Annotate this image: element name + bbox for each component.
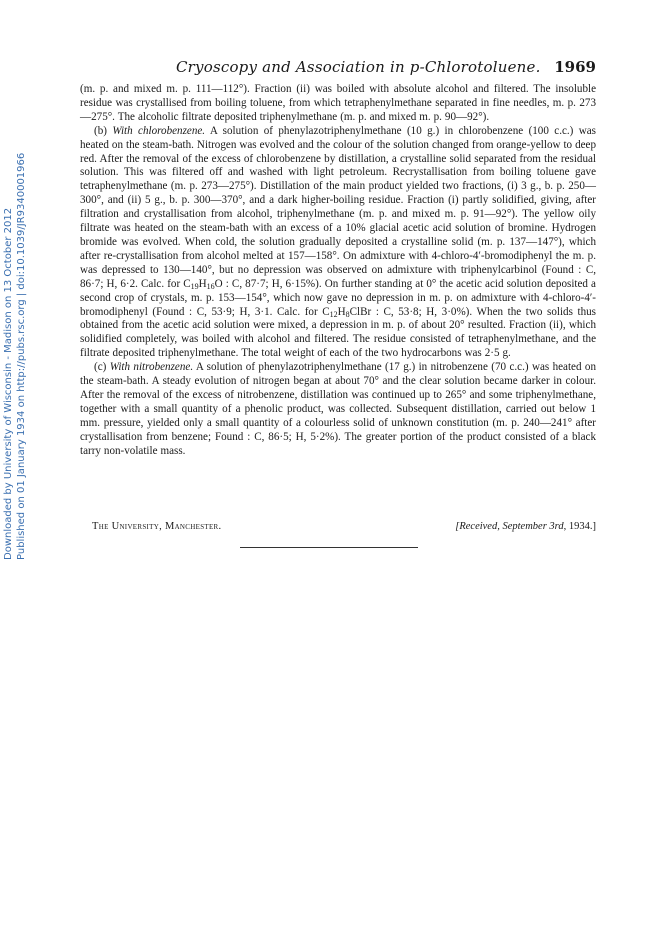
received-date (455, 521, 596, 532)
paragraph-text: A solution of phenylazotriphenylmethane (10 g.) in chlorobenzene (100 c.c.) was heated on the steam-bath. Nitrogen was evolved and the colour of the solution changed from orange-yellow to deep red. After the removal of the excess of chlorobenzene by distillation, a crystalline solid separated from the residual solution. This was filtered off and washed with light petroleum. Recrystallisation from boiling toluene gave tetraphenylmethane (m. p. 273—275°). Distillation of the main product yielded two fractions, (i) 3 g., b. p. 250—300°, and (ii) 5 g., b. p. 300—370°, and a dark higher-boiling residue. Fraction (i) partly solidified, giving, after filtration and crystallisation from alcohol, triphenylmethane (m. p. and mixed m. p. 91—92°). The yellow oily filtrate was heated on the steam-bath with an excess of a 10% glacial acetic acid solution of bromine. Hydrogen bromide was evolved. When cold, the solution gradually deposited a crystalline solid (m. p. 137—147°), which after re-crystallisation from alcohol melted at 157—158°. On admixture with 4-chloro-4′-bromodiphenyl the m. p. was depressed to 130—140°, but no depression was observed on admixture with triphenylcarbinol (Found : C, 86·7; H, 6·2. Calc. for C (80, 124, 597, 290)
formula-element: H (198, 277, 207, 290)
paragraph-text: A solution of phenylazotriphenylmethane (17 g.) in nitrobenzene (70 c.c.) was heated on the steam-bath. A steady evolution of nitrogen began at about 70° and the clear solution became darker in colour. After the removal of the excess of nitrobenzene, distillation was continued up to 265° and some triphenylmethane, together with a small quantity of a phenolic product, was collected. Subsequent distillation, carried out below 1 mm. pressure, yielded only a small quantity of a colourless solid of unknown constitution (m. p. 240—241° after crystallisation from benzene; Found : C, 86·5; H, 5·2%). The greater portion of the product consisted of a black tarry non-volatile mass. (80, 361, 597, 457)
section-heading-chlorobenzene: With chlorobenzene. (112, 124, 206, 137)
received-day: September 3rd (502, 521, 564, 532)
paragraph-nitrobenzene (80, 361, 596, 458)
received-year: , 1934.] (563, 521, 596, 532)
affiliation: The University, Manchester. (92, 521, 222, 532)
formula-subscript: 16 (206, 281, 215, 291)
paragraph-text: When the two solids thus obtained from the acetic acid solution were mixed, a depression in m. p. of about 20° resulted. Fraction (ii), which solidified completely, was boiled with alcohol and filtered. The residue consisted of tetraphenylmethane, and the filtrate deposited triphenylmethane. The total weight of each of the two hydrocarbons was 2·5 g. (80, 305, 596, 360)
received-label: [Received, (455, 521, 503, 532)
formula-subscript: 19 (190, 281, 199, 291)
article-body (80, 83, 596, 458)
section-heading-nitrobenzene: With nitrobenzene. (109, 361, 194, 374)
article-footer (92, 521, 596, 535)
paragraph-text: ClBr : C, 53·8; H, 3·0%). (349, 305, 473, 318)
running-title: Cryoscopy and Association in p-Chlorotoluene. (176, 58, 541, 76)
end-rule (240, 547, 418, 548)
paragraph-continuation: (m. p. and mixed m. p. 111—112°). Fraction (ii) was boiled with absolute alcohol and filtered. The insoluble residue was crystallised from boiling toluene, from which tetraphenylmethane separated in fine needles, m. p. 273—275°. The alcoholic filtrate deposited triphenylmethane (m. p. and mixed m. p. 90—92°). (80, 83, 596, 123)
formula-subscript: 12 (329, 309, 338, 319)
page-number: 1969 (554, 58, 596, 76)
paragraph-text: O : C, 87·7; H, 6·15%). (214, 277, 322, 290)
watermark-doi-line: Published on 01 January 1934 on http://pubs.rsc.org | doi:10.1039/JR9340001966 (16, 152, 27, 560)
paragraph-text: On further standing at 0° the acetic acid solution deposited a second crop of crystals, m. p. 153—154°, which now gave no depression in m. p. on admixture with 4-chloro-4′-bromodiphenyl (Found : C, 53·9; H, 3·1. Calc. for C (80, 277, 596, 318)
watermark-download-line: Downloaded by University of Wisconsin - Madison on 13 October 2012 (3, 207, 14, 560)
section-label-b: (b) (94, 124, 113, 137)
paragraph-chlorobenzene (80, 125, 596, 361)
download-watermark (0, 0, 30, 560)
running-header (80, 58, 596, 78)
formula-subscript: 8 (345, 309, 350, 319)
section-label-c: (c) (94, 361, 110, 374)
formula-element: H (337, 305, 346, 318)
